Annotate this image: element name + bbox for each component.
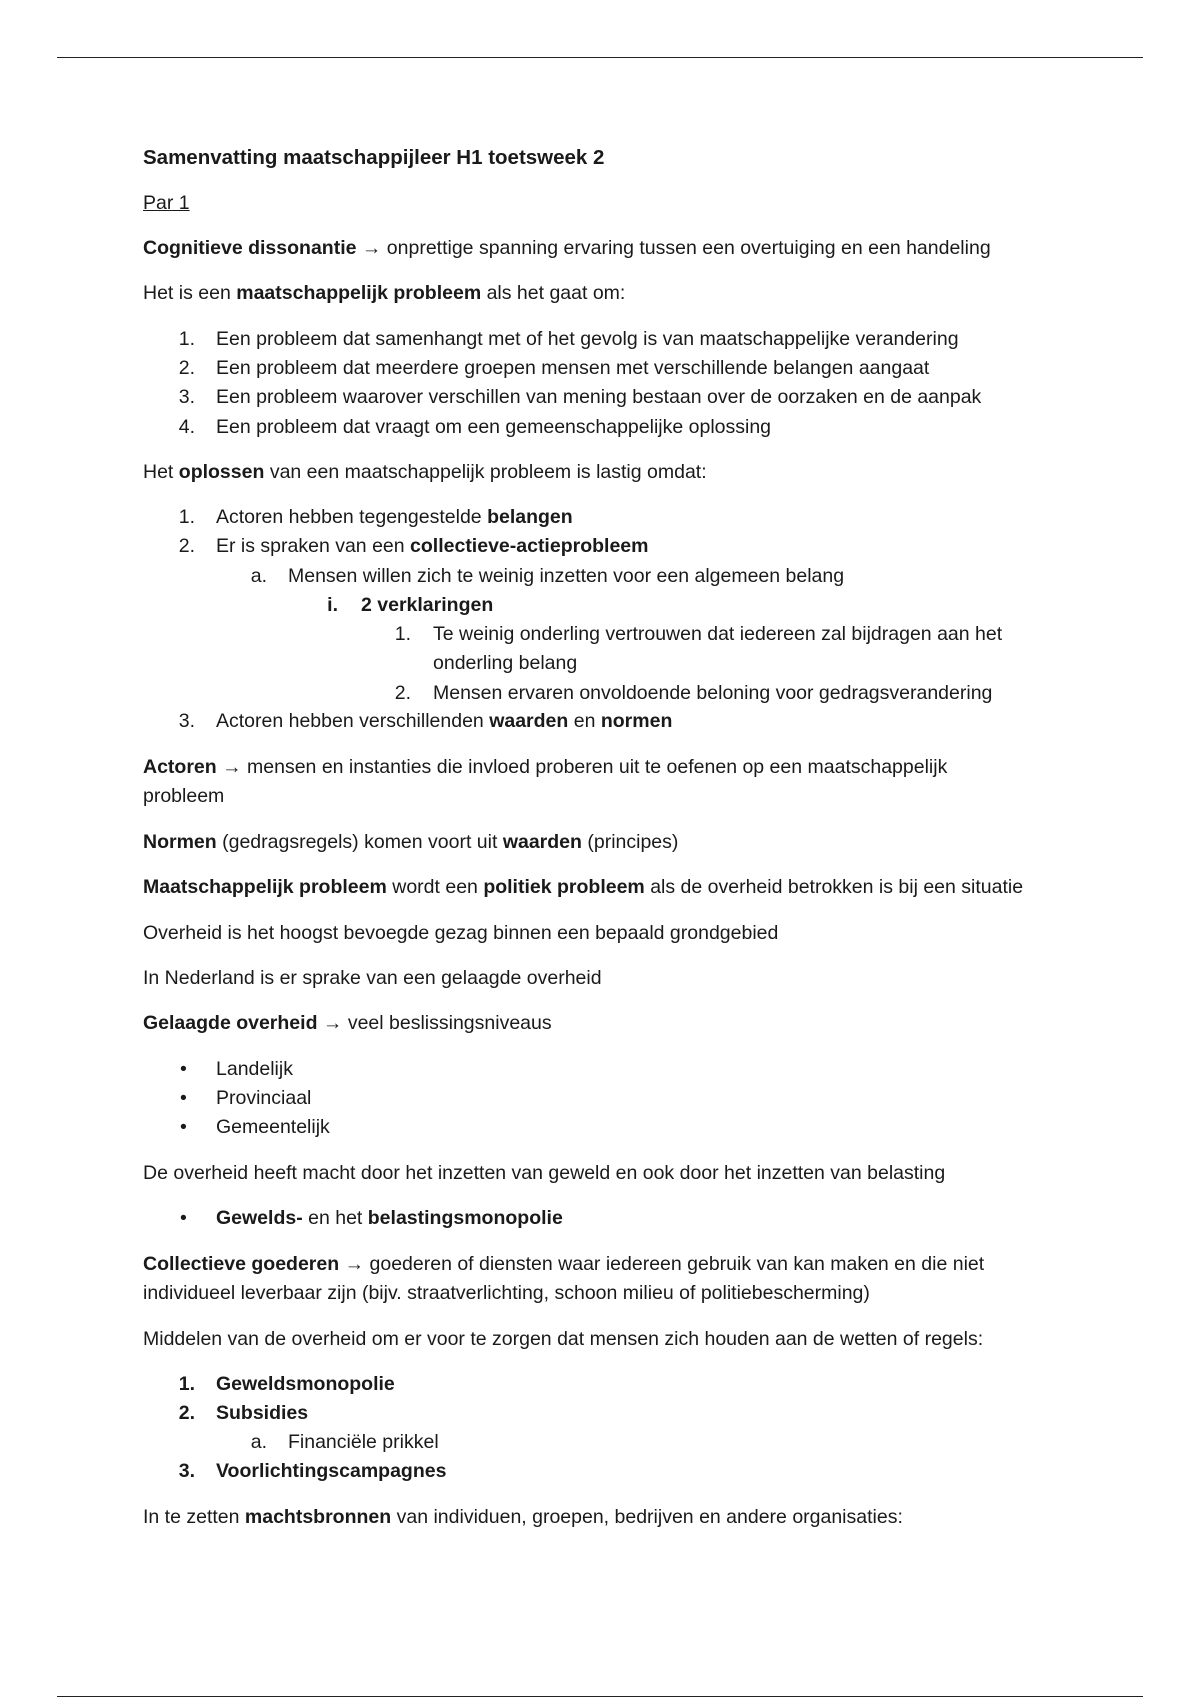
list-roman: i. [327, 594, 338, 616]
list-item: Landelijk [216, 1058, 293, 1080]
list-item: Mensen willen zich te weinig inzetten voor een algemeen belang [288, 565, 845, 587]
list-item: Actoren hebben verschillenden waarden en normen [216, 710, 673, 732]
list-number: 1. [394, 623, 411, 645]
paragraph-machtsbronnen: In te zetten machtsbronnen van individuen, groepen, bedrijven en andere organisaties: [143, 1506, 903, 1528]
list-item: Een probleem dat vraagt om een gemeenschappelijke oplossing [216, 416, 772, 438]
list-letter: a. [250, 1431, 267, 1453]
list-number: 1. [178, 1373, 195, 1395]
list-number: 3. [178, 710, 195, 732]
list-number: 2. [178, 357, 195, 379]
section-heading: Par 1 [143, 192, 190, 214]
list-letter: a. [250, 565, 267, 587]
list-number: 1. [178, 328, 195, 350]
list-number: 4. [178, 416, 195, 438]
list-item: Mensen ervaren onvoldoende beloning voor gedragsverandering [433, 682, 993, 704]
list-item: Geweldsmonopolie [216, 1373, 395, 1395]
arrow-icon: → [322, 1012, 343, 1034]
paragraph-gelaagde-overheid: Gelaagde overheid → veel beslissingsniveaus [143, 1012, 552, 1034]
list-number: 3. [178, 386, 195, 408]
list-item: Voorlichtingscampagnes [216, 1460, 447, 1482]
document-title: Samenvatting maatschappijleer H1 toetsweek 2 [143, 146, 605, 169]
list-number: 2. [178, 535, 195, 557]
list-item: Subsidies [216, 1402, 309, 1424]
bullet-icon: • [180, 1058, 187, 1080]
arrow-icon: → [344, 1253, 365, 1275]
paragraph-collectieve-goederen: Collectieve goederen → goederen of diensten waar iedereen gebruik van kan maken en die niet [143, 1253, 985, 1275]
list-number: 1. [178, 506, 195, 528]
paragraph-nederland: In Nederland is er sprake van een gelaagde overheid [143, 967, 602, 989]
list-item: Te weinig onderling vertrouwen dat iedereen zal bijdragen aan het [433, 623, 1003, 645]
list-item: Provinciaal [216, 1087, 312, 1109]
paragraph-actoren-continuation: probleem [143, 785, 225, 807]
paragraph-macht: De overheid heeft macht door het inzetten van geweld en ook door het inzetten van belasting [143, 1162, 946, 1184]
list-number: 2. [394, 682, 411, 704]
list-item: Een probleem dat meerdere groepen mensen met verschillende belangen aangaat [216, 357, 930, 379]
list-item: Financiële prikkel [288, 1431, 439, 1453]
paragraph-mp-intro: Het is een maatschappelijk probleem als het gaat om: [143, 282, 626, 304]
list-item: 2 verklaringen [361, 594, 494, 616]
list-item: Een probleem waarover verschillen van mening bestaan over de oorzaken en de aanpak [216, 386, 982, 408]
arrow-icon: → [361, 237, 382, 259]
paragraph-actoren: Actoren → mensen en instanties die invloed proberen uit te oefenen op een maatschappelijk [143, 756, 948, 778]
paragraph-overheid: Overheid is het hoogst bevoegde gezag binnen een bepaald grondgebied [143, 922, 779, 944]
arrow-icon: → [222, 756, 242, 778]
list-item: Gewelds- en het belastingsmonopolie [216, 1207, 563, 1229]
list-item: Een probleem dat samenhangt met of het gevolg is van maatschappelijke verandering [216, 328, 959, 350]
bullet-icon: • [180, 1207, 187, 1229]
footer-rule [57, 1696, 1143, 1697]
paragraph-normen: Normen (gedragsregels) komen voort uit waarden (principes) [143, 831, 679, 853]
list-number: 3. [178, 1460, 195, 1482]
list-item: Gemeentelijk [216, 1116, 330, 1138]
list-item: Er is spraken van een collectieve-actieprobleem [216, 535, 649, 557]
list-item: Actoren hebben tegengestelde belangen [216, 506, 573, 528]
paragraph-oplossen-intro: Het oplossen van een maatschappelijk probleem is lastig omdat: [143, 461, 707, 483]
header-rule [57, 57, 1143, 58]
list-number: 2. [178, 1402, 195, 1424]
paragraph-collectieve-goederen-continuation: individueel leverbaar zijn (bijv. straatverlichting, schoon milieu of politiebescherming) [143, 1282, 870, 1304]
paragraph-cognitieve-dissonantie: Cognitieve dissonantie → onprettige spanning ervaring tussen een overtuiging en een handeling [143, 237, 991, 259]
paragraph-middelen-intro: Middelen van de overheid om er voor te zorgen dat mensen zich houden aan de wetten of regels: [143, 1328, 984, 1350]
bullet-icon: • [180, 1116, 187, 1138]
paragraph-politiek-probleem: Maatschappelijk probleem wordt een politiek probleem als de overheid betrokken is bij een situatie [143, 876, 1024, 898]
list-item-continuation: onderling belang [433, 652, 578, 674]
bullet-icon: • [180, 1087, 187, 1109]
